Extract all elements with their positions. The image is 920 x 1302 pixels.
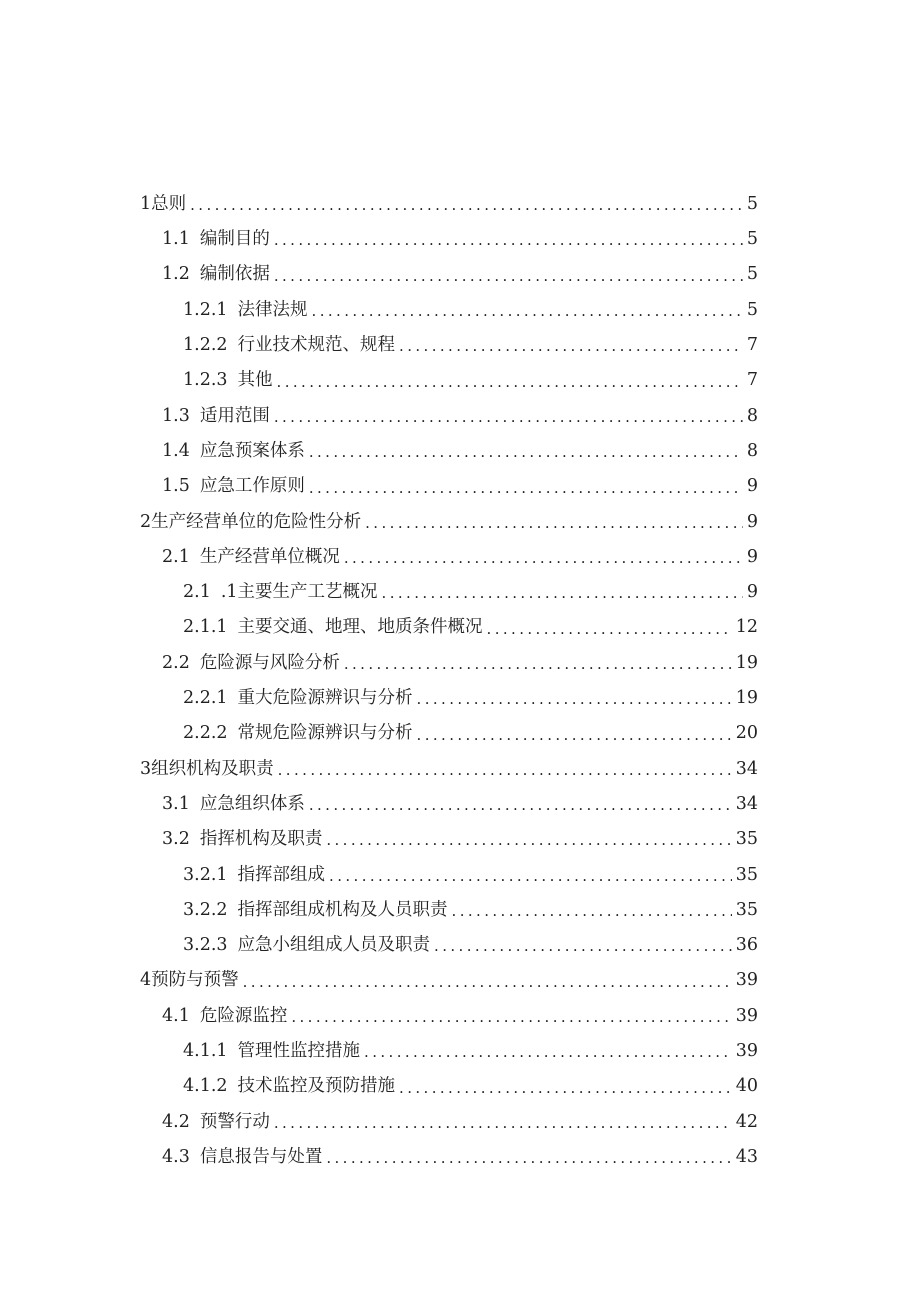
toc-entry[interactable]	[0, 363, 920, 398]
toc-entry-label	[162, 831, 322, 849]
toc-entry-title: 适用范围	[199, 405, 270, 426]
toc-entry-number: 4.2	[162, 1111, 190, 1132]
toc-entry[interactable]	[0, 858, 920, 893]
toc-entry-title: 应急小组组成人员及职责	[237, 935, 431, 956]
toc-entry-number: 1.5	[162, 476, 190, 497]
toc-entry[interactable]	[0, 716, 920, 751]
toc-entry-page-number: 34	[735, 793, 758, 814]
toc-entry-page-number: 9	[746, 582, 758, 603]
toc-entry[interactable]	[0, 681, 920, 716]
toc-entry-number: 2	[140, 511, 152, 532]
toc-entry-number: 2.1	[162, 546, 190, 567]
toc-entry[interactable]	[0, 575, 920, 610]
toc-entry-title: 应急工作原则	[199, 476, 305, 497]
toc-dot-leader	[243, 975, 732, 990]
toc-entry-label	[183, 337, 395, 355]
toc-entry-label	[140, 193, 187, 214]
toc-dot-leader	[278, 763, 732, 778]
toc-entry-label	[162, 1146, 323, 1167]
toc-entry-number: 4.1.2	[183, 1076, 228, 1097]
toc-dot-leader	[326, 1151, 731, 1166]
toc-entry-title: 常规危险源辨识与分析	[237, 723, 413, 744]
toc-dot-leader	[434, 939, 732, 954]
toc-entry-title: 信息报告与处置	[199, 1146, 323, 1167]
toc-entry-page-number: 40	[735, 1076, 758, 1097]
toc-entry[interactable]	[0, 822, 920, 857]
toc-entry-title: 生产经营单位的危险性分析	[151, 511, 362, 532]
toc-entry-number: 2.2.2	[183, 723, 228, 744]
toc-dot-leader	[417, 728, 732, 743]
toc-entry-number: 1.2.1	[183, 299, 228, 320]
toc-dot-leader	[399, 339, 743, 354]
table-of-contents	[0, 187, 920, 1175]
toc-entry-page-number: 8	[746, 440, 758, 461]
toc-entry-number: 3.1	[162, 793, 190, 814]
toc-entry[interactable]	[0, 611, 920, 646]
toc-entry-number: 2.2	[162, 652, 190, 673]
toc-dot-leader	[417, 692, 732, 707]
toc-dot-leader	[399, 1081, 732, 1096]
toc-entry-label	[162, 231, 270, 249]
toc-entry-title: 总则	[151, 193, 187, 214]
toc-dot-leader	[291, 1010, 731, 1025]
toc-entry-label	[183, 619, 483, 637]
toc-dot-leader	[274, 1116, 732, 1131]
toc-entry[interactable]	[0, 964, 920, 999]
toc-entry-label	[162, 440, 305, 461]
toc-entry-label	[183, 937, 430, 955]
toc-entry-label	[183, 1078, 395, 1096]
toc-entry[interactable]	[0, 928, 920, 963]
toc-entry-page-number: 9	[746, 511, 758, 532]
toc-entry[interactable]	[0, 787, 920, 822]
toc-entry[interactable]	[0, 399, 920, 434]
toc-entry-title: 管理性监控措施	[237, 1041, 361, 1062]
toc-dot-leader	[365, 516, 743, 531]
toc-entry-title: 重大危险源辨识与分析	[237, 688, 413, 709]
toc-entry[interactable]	[0, 434, 920, 469]
toc-entry-label	[162, 478, 305, 496]
toc-entry-title: 主要交通、地理、地质条件概况	[237, 617, 483, 638]
toc-entry-page-number: 8	[746, 405, 758, 426]
toc-entry[interactable]	[0, 999, 920, 1034]
toc-entry-label	[162, 266, 270, 284]
toc-entry-label	[162, 1111, 270, 1132]
toc-entry-title: 编制目的	[199, 229, 270, 250]
toc-entry-page-number: 39	[735, 1005, 758, 1026]
toc-entry-number: 3.2.3	[183, 935, 228, 956]
toc-entry[interactable]	[0, 328, 920, 363]
toc-entry-title: 危险源监控	[199, 1005, 288, 1026]
toc-entry-number: 1.4	[162, 440, 190, 461]
toc-entry-number: 4.3	[162, 1146, 190, 1167]
toc-entry-page-number: 19	[735, 688, 758, 709]
toc-entry-number: 4	[140, 970, 152, 991]
toc-entry-number: 1.2.2	[183, 335, 228, 356]
toc-entry-label	[183, 899, 448, 920]
toc-entry-page-number: 35	[735, 899, 758, 920]
toc-entry-page-number: 42	[735, 1111, 758, 1132]
toc-entry-title: 行业技术规范、规程	[237, 335, 396, 356]
toc-dot-leader	[274, 269, 743, 284]
toc-dot-leader	[312, 304, 743, 319]
toc-entry-page-number: 5	[746, 193, 758, 214]
toc-entry[interactable]	[0, 1069, 920, 1104]
toc-entry-label	[140, 758, 274, 779]
toc-entry-page-number: 19	[735, 652, 758, 673]
toc-entry-label	[140, 511, 362, 532]
toc-dot-leader	[309, 798, 732, 813]
toc-entry-page-number: 34	[735, 758, 758, 779]
toc-entry-title: 指挥部组成机构及人员职责	[237, 899, 448, 920]
toc-entry-page-number: 39	[735, 1041, 758, 1062]
toc-entry-page-number: 5	[746, 264, 758, 285]
toc-dot-leader	[274, 410, 743, 425]
toc-entry-label	[162, 652, 340, 673]
toc-entry-page-number: 12	[735, 617, 758, 638]
toc-dot-leader	[309, 445, 743, 460]
toc-entry-page-number: 39	[735, 970, 758, 991]
toc-entry-number: 1.3	[162, 405, 190, 426]
toc-entry[interactable]	[0, 1140, 920, 1175]
toc-entry-title: 预警行动	[199, 1111, 270, 1132]
toc-dot-leader	[277, 375, 743, 390]
toc-dot-leader	[309, 481, 743, 496]
toc-entry-title: 指挥机构及职责	[199, 829, 323, 850]
toc-entry-label	[183, 725, 413, 743]
toc-entry-page-number: 7	[746, 370, 758, 391]
toc-entry[interactable]	[0, 1034, 920, 1069]
toc-entry[interactable]	[0, 646, 920, 681]
toc-entry-title: 其他	[237, 370, 273, 391]
toc-entry-title: 生产经营单位概况	[199, 546, 340, 567]
toc-entry-label	[140, 972, 239, 990]
toc-entry-number: 3.2.1	[183, 864, 228, 885]
toc-entry-number: 4.1	[162, 1005, 190, 1026]
toc-entry-label	[162, 546, 340, 567]
toc-entry-label	[183, 1043, 360, 1061]
toc-entry-number: 3.2	[162, 829, 190, 850]
toc-entry-title: 应急预案体系	[199, 440, 305, 461]
toc-entry-number: 4.1.1	[183, 1041, 228, 1062]
toc-entry-page-number: 7	[746, 335, 758, 356]
toc-entry-label	[162, 405, 270, 426]
toc-entry[interactable]	[0, 222, 920, 257]
toc-entry[interactable]	[0, 505, 920, 540]
toc-entry-title: 应急组织体系	[199, 793, 305, 814]
toc-entry-title: 预防与预警	[151, 970, 239, 991]
toc-entry-label	[183, 372, 273, 390]
toc-entry-number: 1	[140, 193, 152, 214]
toc-entry-title: .1主要生产工艺概况	[220, 582, 378, 603]
toc-dot-leader	[274, 233, 743, 248]
toc-entry-label	[183, 690, 413, 708]
toc-entry[interactable]	[0, 258, 920, 293]
toc-entry-number: 3	[140, 758, 152, 779]
toc-entry-number: 2.1	[183, 582, 211, 603]
toc-entry-page-number: 35	[735, 829, 758, 850]
toc-entry[interactable]	[0, 187, 920, 222]
toc-entry-page-number: 5	[746, 229, 758, 250]
toc-entry-label	[162, 793, 305, 814]
toc-entry-title: 编制依据	[199, 264, 270, 285]
toc-dot-leader	[344, 551, 743, 566]
toc-entry-number: 2.2.1	[183, 688, 228, 709]
toc-entry-number: 2.1.1	[183, 617, 228, 638]
toc-dot-leader	[487, 622, 732, 637]
toc-entry-number: 1.1	[162, 229, 190, 250]
toc-dot-leader	[344, 657, 732, 672]
toc-entry-label	[183, 584, 378, 602]
toc-entry-title: 组织机构及职责	[151, 758, 274, 779]
toc-dot-leader	[326, 833, 731, 848]
toc-entry-title: 技术监控及预防措施	[237, 1076, 396, 1097]
toc-entry-label	[162, 1005, 288, 1026]
toc-dot-leader	[329, 869, 732, 884]
toc-entry[interactable]	[0, 293, 920, 328]
toc-entry-page-number: 20	[735, 723, 758, 744]
toc-entry[interactable]	[0, 1105, 920, 1140]
toc-entry-title: 指挥部组成	[237, 864, 326, 885]
toc-entry-title: 法律法规	[237, 299, 308, 320]
toc-entry[interactable]	[0, 893, 920, 928]
toc-entry-page-number: 35	[735, 864, 758, 885]
toc-entry-page-number: 36	[735, 935, 758, 956]
toc-entry-label	[183, 299, 308, 320]
toc-entry[interactable]	[0, 540, 920, 575]
toc-entry-page-number: 9	[746, 476, 758, 497]
toc-entry[interactable]	[0, 752, 920, 787]
toc-entry-page-number: 9	[746, 546, 758, 567]
toc-dot-leader	[364, 1045, 732, 1060]
toc-dot-leader	[382, 586, 743, 601]
toc-entry-title: 危险源与风险分析	[199, 652, 340, 673]
toc-entry-page-number: 43	[735, 1146, 758, 1167]
toc-entry[interactable]	[0, 469, 920, 504]
toc-entry-number: 3.2.2	[183, 899, 228, 920]
toc-dot-leader	[452, 904, 732, 919]
toc-entry-number: 1.2.3	[183, 370, 228, 391]
toc-entry-label	[183, 864, 326, 885]
toc-dot-leader	[190, 198, 743, 213]
toc-entry-page-number: 5	[746, 299, 758, 320]
toc-entry-number: 1.2	[162, 264, 190, 285]
